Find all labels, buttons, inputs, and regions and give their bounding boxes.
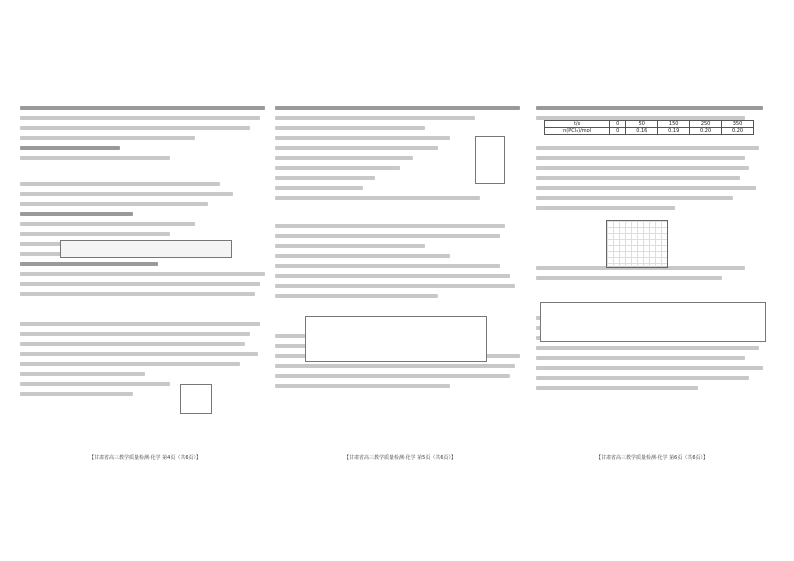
- table-cell: n(PCl₃)/mol: [545, 128, 610, 135]
- table-cell: 0.20: [690, 128, 722, 135]
- page-5-footer: 【甘肃省高三教学质量检测·化学 第5页（共6页）】: [343, 455, 457, 461]
- table-cell: 0.16: [626, 128, 658, 135]
- exam-page-6: [536, 106, 768, 462]
- table-cell: 0.19: [658, 128, 690, 135]
- rate-graph: [606, 220, 668, 268]
- page-4-footer: 【甘肃省高三教学质量检测·化学 第4页（共6页）】: [88, 455, 202, 461]
- exam-page-4: [20, 106, 270, 462]
- table-cell: 50: [626, 121, 658, 128]
- table-cell: 150: [658, 121, 690, 128]
- page-6-footer: 【甘肃省高三教学质量检测·化学 第6页（共6页）】: [595, 455, 709, 461]
- data-table: [544, 120, 754, 135]
- flowchart-figure: [60, 240, 232, 258]
- apparatus-figure: [475, 136, 505, 184]
- table-row: [545, 121, 754, 128]
- exam-page-5: [275, 106, 525, 462]
- table-cell: 0.20: [722, 128, 754, 135]
- table-cell: 0: [610, 128, 626, 135]
- crystal-cell-figure: [180, 384, 212, 414]
- table-row: [545, 128, 754, 135]
- table-cell: t/s: [545, 121, 610, 128]
- table-cell: 250: [690, 121, 722, 128]
- table-cell: 0: [610, 121, 626, 128]
- synthesis-route-figure: [540, 302, 766, 342]
- distillation-figure: [305, 316, 487, 362]
- table-cell: 350: [722, 121, 754, 128]
